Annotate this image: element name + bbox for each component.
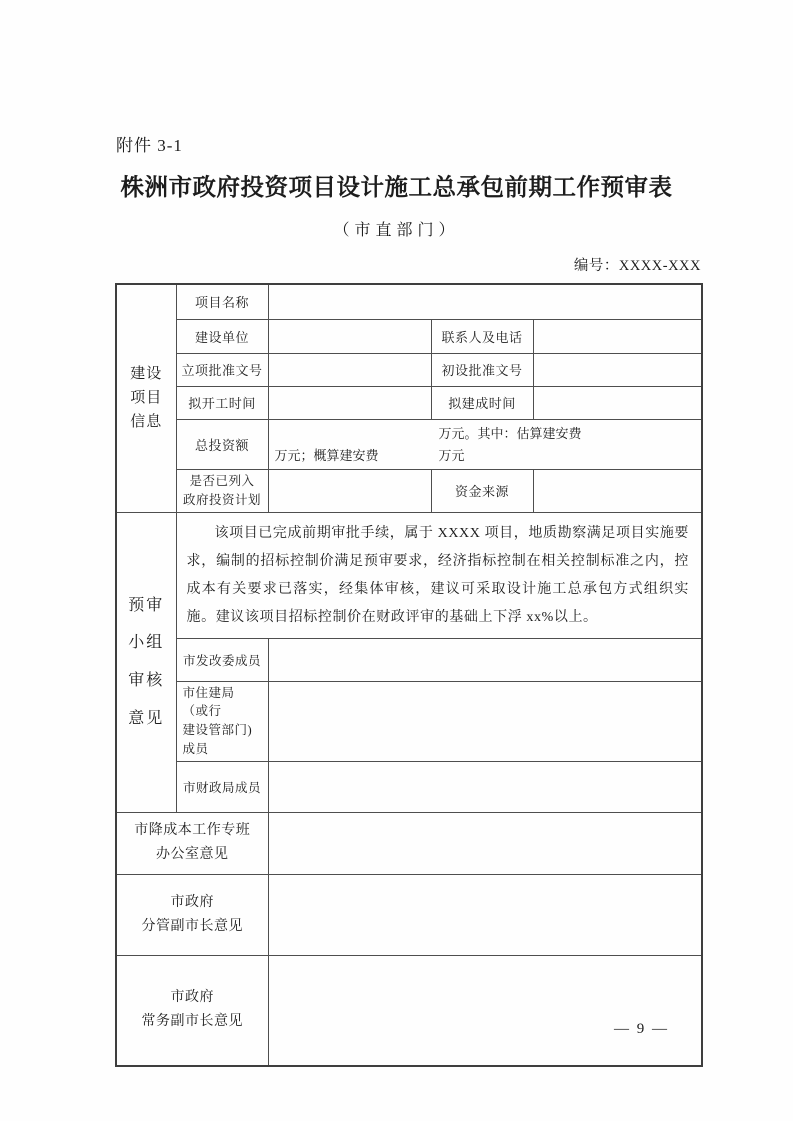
fenguan-opinion-label: [116, 874, 268, 955]
finish-time-value-cell: [533, 386, 702, 419]
section-header-build-info-line: 信息: [130, 414, 163, 431]
caizheng-member-label: 市财政局成员: [176, 761, 268, 812]
approval-doc-value-cell: [268, 353, 431, 386]
document-subtitle: （市直部门）: [333, 222, 460, 239]
fenguan-opinion-label-line2: 分管副市长意见: [141, 918, 243, 934]
section-header-review-line: 预审: [128, 596, 165, 614]
zhujian-member-label-line2: 建设管部门)成员: [182, 723, 253, 756]
investment-text-line2b: 万元: [438, 447, 465, 463]
section-header-review-line: 小组: [128, 634, 165, 652]
investment-label: 总投资额: [176, 419, 268, 469]
funding-source-label: 资金来源: [431, 469, 533, 512]
investment-text-line2a: 万元；概算建安费: [274, 447, 379, 463]
build-unit-value-cell: [268, 319, 431, 353]
section-header-build-info-line: 项目: [130, 390, 163, 407]
investment-value-cell: [268, 419, 702, 469]
section-header-review-line: 审核: [128, 672, 165, 689]
build-unit-label: 建设单位: [176, 319, 268, 353]
start-time-value-cell: [268, 386, 431, 419]
contact-value-cell: [533, 319, 702, 353]
approval-doc-label: 立项批准文号: [176, 353, 268, 386]
changwu-opinion-value-cell: [268, 955, 702, 1066]
row-fagai-member: [116, 638, 702, 681]
doc-number-label: 编号：XXXX-XXX: [573, 258, 701, 274]
listed-plan-label: [176, 469, 268, 512]
section-header-review-group: [116, 512, 176, 812]
changwu-opinion-label-line1: 市政府: [170, 990, 214, 1006]
document-title: 株洲市政府投资项目设计施工总承包前期工作预审表: [120, 175, 673, 201]
attachment-label: 附件 3-1: [116, 136, 183, 155]
changwu-opinion-label: [116, 955, 268, 1066]
zhujian-member-value-cell: [268, 681, 702, 761]
project-name-value-cell: [268, 284, 702, 319]
row-zhujian-member: [116, 681, 702, 761]
fagai-member-value-cell: [268, 638, 702, 681]
review-opinion-text: 该项目已完成前期审批手续，属于 XXXX 项目，地质勘察满足项目实施要求，编制的招标控制价满足预审要求，经济指标控制在相关控制标准之内，控成本有关要求已落实，经集体审核，建议可采取设计施工总承包方式组织实施。建议该项目招标控制价在财政评审的基础上下浮 xx%以上。: [186, 525, 690, 625]
row-fenguan-opinion: [116, 874, 702, 955]
zhuanban-opinion-value-cell: [268, 812, 702, 874]
fenguan-opinion-value-cell: [268, 874, 702, 955]
investment-text-line1: 万元。其中：估算建安费: [438, 425, 582, 441]
row-start-time: [116, 386, 702, 419]
start-time-label: 拟开工时间: [176, 386, 268, 419]
funding-source-value-cell: [533, 469, 702, 512]
zhuanban-opinion-label: [116, 812, 268, 874]
contact-label: 联系人及电话: [431, 319, 533, 353]
review-opinion-cell: [176, 512, 702, 638]
changwu-opinion-label-line2: 常务副市长意见: [141, 1014, 243, 1030]
listed-plan-label-line1: 是否已列入: [189, 473, 255, 488]
zhujian-member-label-line1: 市住建局 （或行: [182, 685, 235, 719]
section-header-build-info-line: 建设: [130, 366, 163, 383]
page-number: — 9 —: [614, 1021, 669, 1037]
row-zhuanban-opinion: [116, 812, 702, 874]
prereview-form-table: [115, 283, 703, 1067]
project-name-label: 项目名称: [176, 284, 268, 319]
fagai-member-label: 市发改委成员: [176, 638, 268, 681]
design-doc-value-cell: [533, 353, 702, 386]
design-doc-label: 初设批准文号: [431, 353, 533, 386]
row-project-name: [116, 284, 702, 319]
caizheng-member-value-cell: [268, 761, 702, 812]
finish-time-label: 拟建成时间: [431, 386, 533, 419]
section-header-build-info: [116, 284, 176, 512]
zhuanban-opinion-label-line2: 办公室意见: [156, 847, 229, 862]
zhujian-member-label: [176, 681, 268, 761]
listed-plan-value-cell: [268, 469, 431, 512]
row-build-unit: [116, 319, 702, 353]
listed-plan-label-line2: 政府投资计划: [182, 492, 261, 507]
row-investment: [116, 419, 702, 469]
section-header-review-line: 意见: [128, 709, 165, 727]
row-changwu-opinion: [116, 955, 702, 1066]
row-listed-plan: [116, 469, 702, 512]
row-caizheng-member: [116, 761, 702, 812]
zhuanban-opinion-label-line1: 市降成本工作专班: [134, 823, 251, 839]
investment-text-line2: [273, 445, 698, 467]
fenguan-opinion-label-line1: 市政府: [170, 894, 214, 910]
row-review-opinion: [116, 512, 702, 638]
row-approval-doc: [116, 353, 702, 386]
